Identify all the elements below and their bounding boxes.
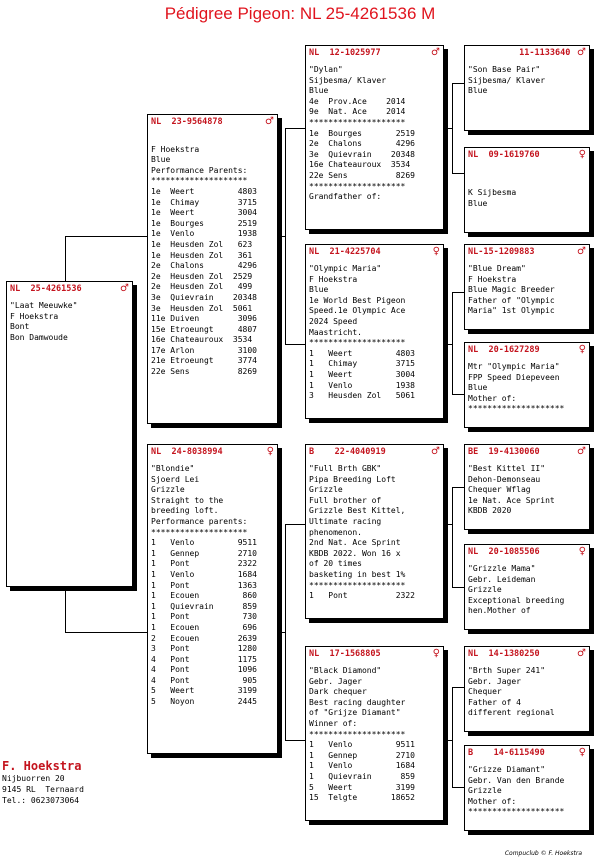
pigeon-card-sire (147, 114, 278, 424)
card-line: 1 Pont 730 (151, 612, 257, 622)
card-line: ******************** (151, 176, 248, 186)
card-line: ******************** (309, 729, 406, 739)
card-line: 1 Pont 2322 (309, 591, 415, 601)
card-line: of "Grijze Diamant" (309, 708, 401, 718)
connector-gen2-dd (285, 740, 305, 741)
connector-gen2-dam-stem (279, 632, 286, 633)
card-line: 1e Nat. Ace Sprint (468, 495, 555, 505)
connector-gen2-ss (285, 128, 305, 129)
card-line: 1e Bourges 2519 (151, 218, 257, 228)
card-line: different regional (468, 708, 555, 718)
ring-number: NL 14-1380250 (468, 649, 540, 659)
card-line: Grizzle Best Kittel, (309, 506, 406, 516)
card-line (468, 178, 586, 189)
card-body (465, 460, 589, 517)
owner-info (2, 759, 84, 806)
card-line: Father of "Olympic (468, 295, 555, 305)
card-line: F Hoekstra (151, 144, 200, 154)
connector-gen3-c-stem (445, 524, 453, 525)
card-line: 2e Chalons 4296 (309, 139, 415, 149)
card-line: 1 Venlo 1684 (151, 569, 257, 579)
card-line: Chequer (468, 687, 502, 697)
card-line: 3e Quievrain 20348 (151, 292, 257, 302)
ring-number: B 22-4040919 (309, 447, 386, 457)
ring-number: NL 17-1568805 (309, 649, 381, 659)
card-line: hen.Mother of (468, 606, 531, 616)
card-line: "Brth Super 241" (468, 666, 546, 675)
connector-gen3-d-stem (445, 740, 453, 741)
card-line: K Sijbesma (468, 188, 517, 198)
card-line: Ultimate racing (309, 516, 382, 526)
card-line: Winner of: (309, 718, 358, 728)
sex-icon: ♂ (577, 648, 586, 659)
connector-gen3-b-stem (445, 344, 453, 345)
card-line: 1 Venlo 1938 (309, 380, 415, 390)
card-line: "Dylan" (309, 65, 343, 74)
ring-number: NL 12-1025977 (309, 48, 381, 58)
card-line: Gebr. Jager (468, 676, 521, 686)
card-line: Blue (468, 198, 488, 208)
card-line: KBDB 2020 (468, 506, 512, 516)
card-line: F Hoekstra (468, 274, 517, 284)
card-body (465, 662, 589, 719)
card-line: ******************** (468, 807, 565, 817)
card-body (306, 460, 443, 602)
sex-icon: ♀ (578, 149, 586, 160)
pigeon-card-subject (6, 281, 133, 587)
card-line: Grizzle (151, 485, 185, 495)
card-line: "Blue Dream" (468, 264, 526, 273)
card-line: Pipa Breeding Loft (309, 474, 396, 484)
card-line: Gebr. Jager (309, 676, 362, 686)
card-line: Blue Magic Breeder (468, 285, 555, 295)
card-line: Sijbesma/ Klaver (468, 75, 546, 85)
card-line: "Grizzle Mama" (468, 564, 536, 573)
card-line: 1e Heusden Zol 361 (151, 250, 253, 260)
card-line: 1 Venlo 1684 (309, 761, 415, 771)
card-line: "Blondie" (151, 464, 195, 473)
card-line (151, 134, 274, 145)
card-line: 1 Pont 2322 (151, 559, 257, 569)
card-line: Blue (309, 285, 329, 295)
pigeon-card-ss (305, 45, 444, 230)
sex-icon: ♀ (578, 747, 586, 758)
card-line: breeding loft. (151, 506, 219, 516)
card-body (465, 260, 589, 317)
card-line: 3 Heusden Zol 5061 (309, 391, 415, 401)
card-line: Grizzle (468, 786, 502, 796)
ring-number: BE 19-4130060 (468, 447, 540, 457)
card-line: "Grizze Diamant" (468, 765, 546, 774)
card-line: 1e Weert 4803 (151, 186, 257, 196)
card-header (7, 282, 132, 297)
owner-phone: Tel.: 0623073064 (2, 796, 80, 805)
pigeon-card-dd (305, 646, 444, 821)
card-line: FPP Speed Diepeveen (468, 372, 560, 382)
card-line: Dehon-Demonseau (468, 474, 541, 484)
owner-address-line: 9145 RL Ternaard (2, 785, 84, 794)
card-line: 9e Nat. Ace 2014 (309, 107, 406, 117)
sex-icon: ♂ (265, 116, 274, 127)
card-header (148, 445, 277, 460)
page-title: Pédigree Pigeon: NL 25-4261536 M (164, 4, 436, 23)
card-line: Best racing daughter (309, 697, 406, 707)
owner-name: F. Hoekstra (2, 759, 82, 773)
card-line: Blue (468, 86, 488, 96)
card-line: 1 Gennep 2710 (151, 548, 257, 558)
card-line: ******************** (468, 404, 565, 414)
connector-gen2-ds (285, 524, 305, 525)
card-line: ******************** (309, 580, 406, 590)
sex-icon: ♀ (578, 344, 586, 355)
card-header (465, 746, 589, 761)
card-line: Grizzle (309, 485, 343, 495)
card-line: 1e Bourges 2519 (309, 128, 415, 138)
card-line: 22e Sens 8269 (309, 170, 415, 180)
card-body (465, 560, 589, 617)
connector-gen2-sd (285, 344, 305, 345)
owner-address-line: Nijbuorren 20 (2, 774, 65, 783)
card-line: Gebr. Van den Brande (468, 775, 565, 785)
ring-number: 11-1133640 (468, 48, 571, 58)
card-line: Mother of: (468, 796, 517, 806)
card-line: 4e Prov.Ace 2014 (309, 96, 406, 106)
card-line: 4 Pont 905 (151, 675, 257, 685)
pigeon-card-sdd (464, 342, 590, 428)
card-line: "Black Diamond" (309, 666, 382, 675)
card-line: 1 Ecouen 860 (151, 591, 257, 601)
card-line: F Hoekstra (10, 311, 59, 321)
card-line: Maria" 1st Olympic (468, 306, 555, 316)
card-line: "Son Base Pair" (468, 65, 541, 74)
card-body (148, 460, 277, 708)
card-header (465, 545, 589, 560)
card-line: 4 Pont 1096 (151, 665, 257, 675)
card-line: "Best Kittel II" (468, 464, 546, 473)
pigeon-card-ddd (464, 745, 590, 831)
card-line: 2e Chalons 4296 (151, 261, 257, 271)
card-header (465, 245, 589, 260)
card-line: 11e Duiven 3096 (151, 314, 257, 324)
connector-gen3-a-stem (445, 128, 453, 129)
card-body (306, 662, 443, 804)
card-line: 17e Arlon 3100 (151, 345, 257, 355)
card-line: 2e Heusden Zol 499 (151, 282, 253, 292)
card-line: Exceptional breeding (468, 595, 565, 605)
card-line: 3e Quievrain 20348 (309, 149, 415, 159)
card-body (306, 61, 443, 203)
card-line: Chequer Wflag (468, 485, 531, 495)
card-line: Straight to the (151, 495, 224, 505)
card-line: Grandfather of: (309, 192, 382, 202)
sex-icon: ♀ (432, 648, 440, 659)
card-line: "Olympic Maria" (309, 264, 382, 273)
connector-gen3-c1 (452, 487, 464, 488)
card-body (306, 260, 443, 402)
card-body (465, 358, 589, 415)
connector-gen3-d (452, 687, 453, 787)
card-line: 15 Telgte 18652 (309, 793, 415, 803)
card-line: Sjoerd Lei (151, 474, 200, 484)
ring-number: B 14-6115490 (468, 748, 545, 758)
card-line: ******************** (309, 117, 406, 127)
pigeon-card-dds (464, 646, 590, 732)
card-line: Grizzle (468, 585, 502, 595)
sex-icon: ♀ (578, 546, 586, 557)
card-line: 1 Quievrain 859 (309, 771, 415, 781)
card-line: Bont (10, 322, 30, 332)
card-header (306, 245, 443, 260)
connector-gen3-a1 (452, 83, 464, 84)
pigeon-card-dsd (464, 544, 590, 630)
connector-gen3-b (452, 292, 453, 394)
card-line: 15e Etroeungt 4807 (151, 324, 257, 334)
ring-number: NL-15-1209883 (468, 247, 535, 257)
card-header (465, 46, 589, 61)
pigeon-card-sd (305, 244, 444, 419)
card-line: 5 Weert 3199 (151, 686, 257, 696)
card-line: 21e Etroeungt 3774 (151, 356, 257, 366)
card-line: 5 Noyon 2445 (151, 697, 257, 707)
sex-icon: ♂ (577, 446, 586, 457)
card-line: 1 Pont 1363 (151, 580, 257, 590)
card-line: Father of 4 (468, 697, 521, 707)
card-line: 5 Weert 3199 (309, 782, 415, 792)
card-line: 1e World Best Pigeon (309, 295, 406, 305)
pigeon-card-sds (464, 244, 590, 330)
card-line: "Full Brth GBK" (309, 464, 382, 473)
card-header (306, 46, 443, 61)
sex-icon: ♀ (266, 446, 274, 457)
card-line: Bon Damwoude (10, 332, 68, 342)
ring-number: NL 21-4225704 (309, 247, 381, 257)
card-line: of 20 times (309, 559, 362, 569)
card-header (465, 148, 589, 163)
ring-number: NL 25-4261536 (10, 284, 82, 294)
card-line: 1e Venlo 1938 (151, 229, 257, 239)
ring-number: NL 20-1085506 (468, 547, 540, 557)
card-body (465, 761, 589, 818)
card-line: 3 Pont 1280 (151, 644, 257, 654)
sex-icon: ♂ (431, 47, 440, 58)
ring-number: NL 24-8038994 (151, 447, 223, 457)
connector-gen3-b2 (452, 394, 464, 395)
card-line: Blue (468, 383, 488, 393)
card-line: 1e Weert 3004 (151, 208, 257, 218)
card-line: 1 Gennep 2710 (309, 750, 415, 760)
card-line: 1 Weert 4803 (309, 348, 415, 358)
sex-icon: ♂ (431, 446, 440, 457)
card-header (148, 115, 277, 130)
ring-number: NL 23-9564878 (151, 117, 223, 127)
pigeon-card-dam (147, 444, 278, 754)
card-line: KBDB 2022. Won 16 x (309, 548, 401, 558)
card-line: 3e Heusden Zol 5061 (151, 303, 253, 313)
connector-gen3-d2 (452, 787, 464, 788)
card-line: 1e Chimay 3715 (151, 197, 257, 207)
card-body (148, 130, 277, 378)
card-line (468, 167, 586, 178)
card-header (465, 647, 589, 662)
card-line: phenomenon. (309, 527, 362, 537)
card-header (306, 445, 443, 460)
card-line: 1e Heusden Zol 623 (151, 239, 253, 249)
card-line: 1 Ecouen 696 (151, 622, 257, 632)
card-line: Dark chequer (309, 687, 367, 697)
card-line: Full brother of (309, 495, 382, 505)
card-line: F Hoekstra (309, 274, 358, 284)
copyright: Compuclub © F. Hoekstra (504, 850, 582, 857)
card-header (465, 343, 589, 358)
card-line: 1 Venlo 9511 (151, 538, 257, 548)
card-line: Performance parents: (151, 516, 248, 526)
connector-gen3-c2 (452, 587, 464, 588)
card-line: Mother of: (468, 393, 517, 403)
card-line: 2 Ecouen 2639 (151, 633, 257, 643)
card-line: Sijbesma/ Klaver (309, 75, 387, 85)
card-line: 1 Weert 3004 (309, 369, 415, 379)
card-line: basketing in best 1% (309, 569, 406, 579)
card-line: 16e Chateauroux 3534 (151, 335, 253, 345)
sex-icon: ♀ (432, 246, 440, 257)
card-line: 1 Chimay 3715 (309, 359, 415, 369)
pigeon-card-ds (305, 444, 444, 619)
card-line: 16e Chateauroux 3534 (309, 160, 411, 170)
card-header (465, 445, 589, 460)
card-line: Mtr "Olympic Maria" (468, 362, 560, 371)
card-line: 22e Sens 8269 (151, 367, 257, 377)
card-body (7, 297, 132, 343)
card-line: 2e Heusden Zol 2529 (151, 271, 253, 281)
card-line: "Laat Meeuwke" (10, 301, 78, 310)
card-line: ******************** (309, 181, 406, 191)
card-line: 1 Quievrain 859 (151, 601, 257, 611)
card-line: 2024 Speed (309, 316, 358, 326)
card-line: Blue (151, 155, 171, 165)
card-line: 4 Pont 1175 (151, 654, 257, 664)
sex-icon: ♂ (577, 246, 586, 257)
ring-number: NL 09-1619760 (468, 150, 540, 160)
card-line: 2nd Nat. Ace Sprint (309, 538, 401, 548)
connector-gen1-sire (65, 236, 147, 237)
pigeon-card-sss (464, 45, 590, 131)
sex-icon: ♂ (577, 47, 586, 58)
card-line: Performance Parents: (151, 165, 248, 175)
sex-icon: ♂ (120, 283, 129, 294)
connector-gen3-d1 (452, 687, 464, 688)
card-line: ******************** (151, 527, 248, 537)
connector-gen3-b1 (452, 292, 464, 293)
card-line: Blue (309, 86, 329, 96)
card-body (465, 163, 589, 209)
connector-gen1-dam (65, 632, 147, 633)
connector-gen3-a2 (452, 173, 464, 174)
card-line: Speed.1e Olympic Ace (309, 306, 406, 316)
card-line: Maastricht. (309, 327, 362, 337)
card-line: Gebr. Leideman (468, 574, 536, 584)
connector-gen2-sire-stem (279, 236, 286, 237)
ring-number: NL 20-1627289 (468, 345, 540, 355)
pigeon-card-ssd (464, 147, 590, 233)
card-line: ******************** (309, 338, 406, 348)
card-header (306, 647, 443, 662)
connector-gen3-c (452, 487, 453, 587)
card-body (465, 61, 589, 97)
card-line: 1 Venlo 9511 (309, 740, 415, 750)
pigeon-card-dss (464, 444, 590, 530)
